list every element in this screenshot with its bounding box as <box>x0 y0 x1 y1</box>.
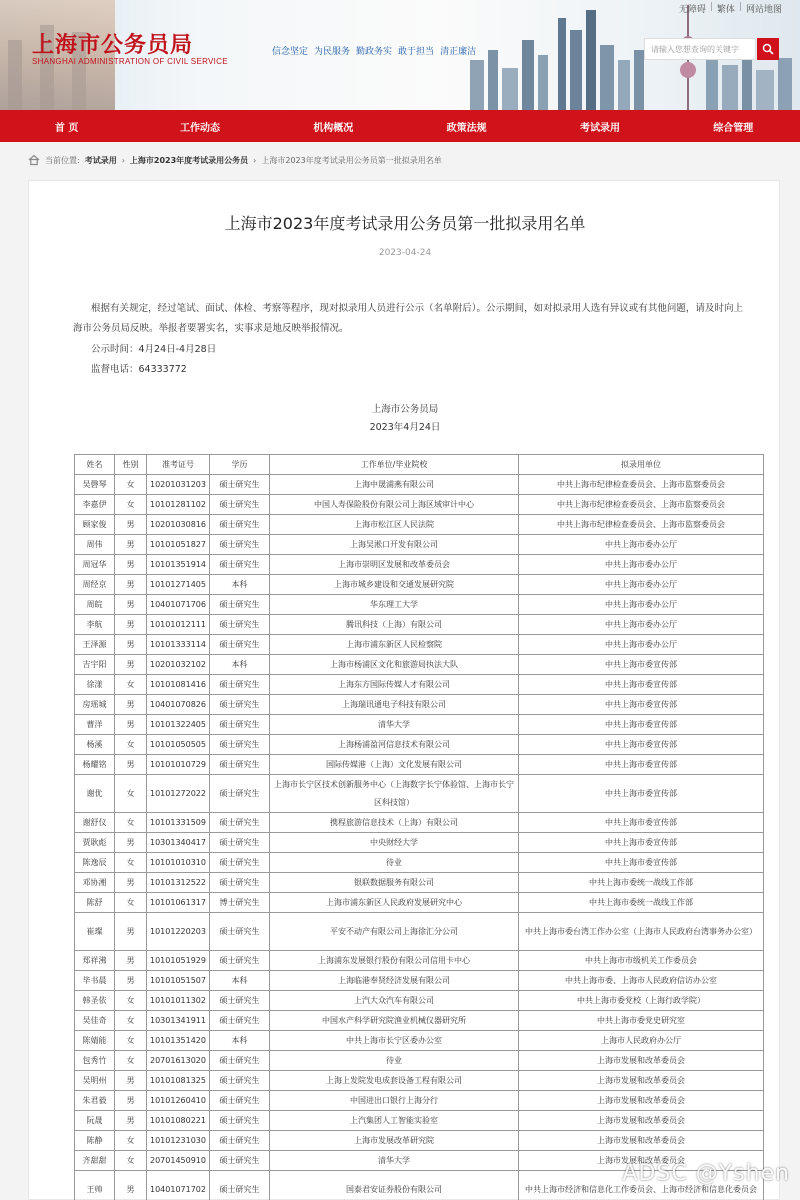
cell-unit: 中共上海市委宣传部 <box>519 775 764 813</box>
cell-ticket: 10101051929 <box>147 951 210 971</box>
cell-employer: 上海杨浦盈河信息技术有限公司 <box>270 735 519 755</box>
cell-education: 硕士研究生 <box>210 715 270 735</box>
cell-ticket: 10101322405 <box>147 715 210 735</box>
cell-ticket: 10101051827 <box>147 535 210 555</box>
cell-education: 硕士研究生 <box>210 775 270 813</box>
cell-gender: 女 <box>115 735 147 755</box>
header-gender: 性别 <box>115 455 147 475</box>
cell-education: 本科 <box>210 575 270 595</box>
cell-unit: 中共上海市委宣传部 <box>519 755 764 775</box>
cell-gender: 男 <box>115 1171 147 1200</box>
cell-unit: 中共上海市委宣传部 <box>519 655 764 675</box>
cell-education: 本科 <box>210 1031 270 1051</box>
cell-unit: 中共上海市委宣传部 <box>519 695 764 715</box>
header-name: 姓名 <box>75 455 115 475</box>
cell-employer: 清华大学 <box>270 1151 519 1171</box>
cell-employer: 国际传媒港（上海）文化发展有限公司 <box>270 755 519 775</box>
cell-employer: 上海中晟浦燕有限公司 <box>270 475 519 495</box>
cell-education: 硕士研究生 <box>210 813 270 833</box>
cell-education: 硕士研究生 <box>210 535 270 555</box>
table-row <box>75 775 764 813</box>
cell-unit: 中共上海市委办公厅 <box>519 575 764 595</box>
cell-education: 硕士研究生 <box>210 1071 270 1091</box>
cell-unit: 上海市发展和改革委员会 <box>519 1091 764 1111</box>
cell-ticket: 10101351914 <box>147 555 210 575</box>
site-logo[interactable]: 上海市公务员局 <box>32 32 194 58</box>
cell-ticket: 10101011302 <box>147 991 210 1011</box>
cell-gender: 男 <box>115 615 147 635</box>
table-row <box>75 1051 764 1071</box>
announcement-period: 公示时间：4月24日-4月28日 <box>91 344 217 355</box>
cell-unit: 中共上海市纪律检查委员会、上海市监察委员会 <box>519 515 764 535</box>
slogan: 敢于担当 <box>398 47 435 57</box>
cell-ticket: 10101061317 <box>147 893 210 913</box>
cell-ticket: 10101331509 <box>147 813 210 833</box>
table-row <box>75 1031 764 1051</box>
cell-name: 周皖 <box>75 595 115 615</box>
cell-unit: 中共上海市委宣传部 <box>519 675 764 695</box>
cell-gender: 男 <box>115 695 147 715</box>
cell-gender: 男 <box>115 655 147 675</box>
cell-employer: 中央财经大学 <box>270 833 519 853</box>
article-date: 2023-04-24 <box>378 248 432 258</box>
cell-unit: 中共上海市委办公厅 <box>519 555 764 575</box>
cell-name: 阮晟 <box>75 1111 115 1131</box>
cell-ticket: 10101010729 <box>147 755 210 775</box>
cell-unit: 中共上海市委、上海市人民政府信访办公室 <box>519 971 764 991</box>
cell-name: 毕书晨 <box>75 971 115 991</box>
cell-name: 包秀竹 <box>75 1051 115 1071</box>
slogan: 清正廉洁 <box>440 47 477 57</box>
cell-ticket: 10301341911 <box>147 1011 210 1031</box>
breadcrumb-prefix: 当前位置: <box>45 155 80 165</box>
cell-gender: 男 <box>115 635 147 655</box>
cell-ticket: 10101231030 <box>147 1131 210 1151</box>
cell-gender: 女 <box>115 1051 147 1071</box>
candidate-table <box>74 454 764 1200</box>
cell-education: 硕士研究生 <box>210 735 270 755</box>
cell-education: 本科 <box>210 655 270 675</box>
breadcrumb <box>28 154 442 166</box>
cell-education: 硕士研究生 <box>210 475 270 495</box>
cell-unit: 中共上海市委宣传部 <box>519 735 764 755</box>
table-row <box>75 951 764 971</box>
cell-name: 王泽源 <box>75 635 115 655</box>
cell-education: 硕士研究生 <box>210 615 270 635</box>
cell-ticket: 10101081325 <box>147 1071 210 1091</box>
cell-ticket: 10401071706 <box>147 595 210 615</box>
cell-ticket: 10101050505 <box>147 735 210 755</box>
cell-education: 硕士研究生 <box>210 515 270 535</box>
slogan: 勤政务实 <box>356 47 393 57</box>
cell-gender: 男 <box>115 873 147 893</box>
article-title: 上海市2023年度考试录用公务员第一批拟录用名单 <box>224 214 586 233</box>
article-card <box>28 180 780 1200</box>
cell-name: 李航 <box>75 615 115 635</box>
cell-education: 硕士研究生 <box>210 1111 270 1131</box>
cell-education: 硕士研究生 <box>210 1171 270 1200</box>
cell-ticket: 10101012111 <box>147 615 210 635</box>
cell-ticket: 10101010310 <box>147 853 210 873</box>
cell-employer: 上海市松江区人民法院 <box>270 515 519 535</box>
cell-employer: 国泰君安证券股份有限公司 <box>270 1171 519 1200</box>
cell-education: 硕士研究生 <box>210 555 270 575</box>
cell-employer: 中国人寿保险股份有限公司上海区域审计中心 <box>270 495 519 515</box>
cell-ticket: 10401070826 <box>147 695 210 715</box>
table-row <box>75 755 764 775</box>
cell-education: 硕士研究生 <box>210 695 270 715</box>
table-row <box>75 1131 764 1151</box>
article-body: 根据有关规定，经过笔试、面试、体检、考察等程序，现对拟录用人员进行公示（名单附后）。公示期间，如对拟录用人选有异议或有其他问题，请及时向上海市公务员局反映。举报者要署实名，实事求是地反映举报情况。 <box>73 303 743 334</box>
cell-employer: 腾讯科技（上海）有限公司 <box>270 615 519 635</box>
header-employer: 工作单位/毕业院校 <box>270 455 519 475</box>
cell-gender: 女 <box>115 1151 147 1171</box>
cell-ticket: 20701613020 <box>147 1051 210 1071</box>
cell-name: 朱君毅 <box>75 1091 115 1111</box>
cell-education: 硕士研究生 <box>210 1151 270 1171</box>
cell-gender: 男 <box>115 575 147 595</box>
table-header-row <box>75 455 764 475</box>
cell-unit: 中共上海市委台湾工作办公室（上海市人民政府台湾事务办公室） <box>519 913 764 951</box>
chevron-right-icon: › <box>121 155 125 165</box>
cell-education: 硕士研究生 <box>210 1011 270 1031</box>
header-ticket-number: 准考证号 <box>147 455 210 475</box>
cell-gender: 女 <box>115 1131 147 1151</box>
cell-gender: 男 <box>115 515 147 535</box>
table-row <box>75 991 764 1011</box>
breadcrumb-link[interactable]: 考试录用 <box>84 155 117 165</box>
cell-unit: 中共上海市委宣传部 <box>519 813 764 833</box>
cell-gender: 男 <box>115 535 147 555</box>
table-row <box>75 555 764 575</box>
cell-ticket: 10201031203 <box>147 475 210 495</box>
cell-unit: 中共上海市委宣传部 <box>519 853 764 873</box>
cell-employer: 华东理工大学 <box>270 595 519 615</box>
cell-ticket: 10101081416 <box>147 675 210 695</box>
cell-unit: 中共上海市经济和信息化工作委员会、上海市经济和信息化委员会 <box>519 1171 764 1200</box>
table-row <box>75 893 764 913</box>
cell-unit: 中共上海市委宣传部 <box>519 715 764 735</box>
cell-unit: 中共上海市委党史研究室 <box>519 1011 764 1031</box>
table-row <box>75 595 764 615</box>
header-hiring-unit: 拟录用单位 <box>519 455 764 475</box>
nav-home[interactable]: 首 页 <box>54 122 79 134</box>
cell-name: 周伟 <box>75 535 115 555</box>
cell-education: 硕士研究生 <box>210 1051 270 1071</box>
cell-ticket: 20701450910 <box>147 1151 210 1171</box>
cell-gender: 男 <box>115 555 147 575</box>
breadcrumb-link[interactable]: 上海市2023年度考试录用公务员 <box>129 155 249 165</box>
cell-name: 郑祥沸 <box>75 951 115 971</box>
cell-unit: 中共上海市委统一战线工作部 <box>519 873 764 893</box>
cell-unit: 中共上海市委办公厅 <box>519 615 764 635</box>
header-education: 学历 <box>210 455 270 475</box>
cell-unit: 中共上海市纪律检查委员会、上海市监察委员会 <box>519 495 764 515</box>
cell-ticket: 10101080221 <box>147 1111 210 1131</box>
table-row <box>75 971 764 991</box>
cell-unit: 中共上海市委统一战线工作部 <box>519 893 764 913</box>
table-row <box>75 1091 764 1111</box>
cell-name: 曹洋 <box>75 715 115 735</box>
cell-gender: 男 <box>115 971 147 991</box>
cell-gender: 女 <box>115 1031 147 1051</box>
cell-gender: 女 <box>115 775 147 813</box>
cell-gender: 女 <box>115 893 147 913</box>
cell-name: 王帅 <box>75 1171 115 1200</box>
cell-education: 硕士研究生 <box>210 913 270 951</box>
cell-employer: 携程旅游信息技术（上海）有限公司 <box>270 813 519 833</box>
cell-education: 硕士研究生 <box>210 595 270 615</box>
cell-employer: 上海吴淞口开发有限公司 <box>270 535 519 555</box>
cell-unit: 上海市发展和改革委员会 <box>519 1051 764 1071</box>
sitemap-link[interactable]: 网站地图 <box>745 5 782 15</box>
table-row <box>75 535 764 555</box>
cell-education: 硕士研究生 <box>210 1131 270 1151</box>
cell-gender: 男 <box>115 1071 147 1091</box>
cell-gender: 女 <box>115 475 147 495</box>
cell-gender: 女 <box>115 495 147 515</box>
cell-employer: 上海瑞讯通电子科技有限公司 <box>270 695 519 715</box>
table-row <box>75 655 764 675</box>
search-input[interactable]: 请输入您想查询的关键字 <box>644 38 756 60</box>
table-row <box>75 913 764 951</box>
cell-name: 顾家俊 <box>75 515 115 535</box>
supervision-phone: 监督电话：64333772 <box>91 364 187 375</box>
cell-ticket: 10101272022 <box>147 775 210 813</box>
cell-employer: 中共上海市长宁区委办公室 <box>270 1031 519 1051</box>
cell-ticket: 10101271405 <box>147 575 210 595</box>
cell-unit: 上海市发展和改革委员会 <box>519 1131 764 1151</box>
cell-education: 硕士研究生 <box>210 833 270 853</box>
slogan: 信念坚定 <box>272 47 309 57</box>
traditional-chinese-link[interactable]: 繁体 <box>716 5 735 15</box>
cell-education: 硕士研究生 <box>210 495 270 515</box>
cell-unit: 中共上海市委办公厅 <box>519 535 764 555</box>
cell-employer: 上海市杨浦区文化和旅游局执法大队 <box>270 655 519 675</box>
cell-name: 吴磬琴 <box>75 475 115 495</box>
cell-ticket: 10101333114 <box>147 635 210 655</box>
cell-gender: 男 <box>115 833 147 853</box>
cell-employer: 上海市发展改革研究院 <box>270 1131 519 1151</box>
table-row <box>75 1111 764 1131</box>
cell-name: 李嘉伊 <box>75 495 115 515</box>
nav-organization[interactable]: 机构概况 <box>313 122 354 134</box>
nav-policy[interactable]: 政策法规 <box>446 122 487 134</box>
cell-unit: 上海市发展和改革委员会 <box>519 1111 764 1131</box>
table-row <box>75 715 764 735</box>
cell-name: 贾耿彪 <box>75 833 115 853</box>
accessibility-link[interactable]: 无障碍 <box>678 5 706 15</box>
cell-name: 韩圣依 <box>75 991 115 1011</box>
cell-unit: 上海市发展和改革委员会 <box>519 1151 764 1171</box>
cell-education: 博士研究生 <box>210 893 270 913</box>
cell-employer: 上海市浦东新区人民检察院 <box>270 635 519 655</box>
cell-gender: 男 <box>115 913 147 951</box>
cell-gender: 女 <box>115 813 147 833</box>
cell-ticket: 10101312522 <box>147 873 210 893</box>
cell-name: 邓协湘 <box>75 873 115 893</box>
cell-unit: 中共上海市委宣传部 <box>519 833 764 853</box>
site-banner <box>0 0 800 110</box>
table-row <box>75 813 764 833</box>
cell-employer: 上海市崇明区发展和改革委员会 <box>270 555 519 575</box>
breadcrumb-current: 上海市2023年度考试录用公务员第一批拟录用名单 <box>261 155 442 165</box>
cell-education: 硕士研究生 <box>210 951 270 971</box>
cell-ticket: 10101051507 <box>147 971 210 991</box>
cell-gender: 女 <box>115 1011 147 1031</box>
cell-gender: 男 <box>115 755 147 775</box>
nav-exam-recruitment[interactable]: 考试录用 <box>579 122 620 134</box>
cell-name: 吉宇阳 <box>75 655 115 675</box>
cell-employer: 上海上发院发电成套设备工程有限公司 <box>270 1071 519 1091</box>
table-row <box>75 833 764 853</box>
cell-gender: 男 <box>115 1091 147 1111</box>
cell-unit: 中共上海市委办公厅 <box>519 635 764 655</box>
cell-gender: 男 <box>115 715 147 735</box>
cell-name: 谢舒仪 <box>75 813 115 833</box>
cell-employer: 上海市长宁区技术创新服务中心（上海数字长宁体验馆、上海市长宁区科技馆） <box>270 775 519 813</box>
cell-gender: 男 <box>115 951 147 971</box>
cell-employer: 上海市浦东新区人民政府发展研究中心 <box>270 893 519 913</box>
cell-employer: 上海临港奉贤经济发展有限公司 <box>270 971 519 991</box>
table-row <box>75 635 764 655</box>
cell-unit: 上海市发展和改革委员会 <box>519 1071 764 1091</box>
cell-employer: 上海市城乡建设和交通发展研究院 <box>270 575 519 595</box>
home-icon <box>28 154 40 166</box>
watermark: ADSC @Yshen <box>622 1161 790 1186</box>
cell-education: 硕士研究生 <box>210 1091 270 1111</box>
cell-gender: 女 <box>115 853 147 873</box>
cell-name: 周经京 <box>75 575 115 595</box>
nav-news[interactable]: 工作动态 <box>179 122 220 134</box>
chevron-right-icon: › <box>253 155 257 165</box>
cell-ticket: 10201032102 <box>147 655 210 675</box>
table-row <box>75 1011 764 1031</box>
cell-name: 吴明州 <box>75 1071 115 1091</box>
cell-gender: 男 <box>115 595 147 615</box>
cell-education: 本科 <box>210 971 270 991</box>
cell-name: 周冠华 <box>75 555 115 575</box>
table-row <box>75 735 764 755</box>
cell-name: 齐甜甜 <box>75 1151 115 1171</box>
table-row <box>75 1071 764 1091</box>
cell-education: 硕士研究生 <box>210 675 270 695</box>
table-row <box>75 495 764 515</box>
cell-unit: 中共上海市委办公厅 <box>519 595 764 615</box>
table-row <box>75 615 764 635</box>
cell-ticket: 10401071702 <box>147 1171 210 1200</box>
sign-date: 2023年4月24日 <box>369 422 441 433</box>
cell-gender: 女 <box>115 675 147 695</box>
cell-unit: 上海市人民政府办公厅 <box>519 1031 764 1051</box>
cell-ticket: 10101281102 <box>147 495 210 515</box>
cell-employer: 上海浦东发展银行股份有限公司信用卡中心 <box>270 951 519 971</box>
cell-education: 硕士研究生 <box>210 873 270 893</box>
cell-name: 房瑶城 <box>75 695 115 715</box>
cell-employer: 上汽集团人工智能实验室 <box>270 1111 519 1131</box>
cell-education: 硕士研究生 <box>210 991 270 1011</box>
cell-name: 陈逸辰 <box>75 853 115 873</box>
cell-name: 杨耀铭 <box>75 755 115 775</box>
cell-name: 崔璨 <box>75 913 115 951</box>
cell-name: 陈婧能 <box>75 1031 115 1051</box>
slogan-list <box>272 44 476 57</box>
signer: 上海市公务员局 <box>371 404 439 415</box>
table-row <box>75 695 764 715</box>
cell-employer: 上海东方国际传媒人才有限公司 <box>270 675 519 695</box>
main-nav <box>0 110 800 142</box>
table-row <box>75 475 764 495</box>
cell-employer: 清华大学 <box>270 715 519 735</box>
site-logo-english: SHANGHAI ADMINISTRATION OF CIVIL SERVICE <box>32 57 228 66</box>
top-links: 无障碍 | 繁体 | 网站地图 <box>678 2 782 15</box>
cell-education: 硕士研究生 <box>210 755 270 775</box>
cell-name: 杨溪 <box>75 735 115 755</box>
cell-employer: 平安不动产有限公司上海徐汇分公司 <box>270 913 519 951</box>
cell-ticket: 10301340417 <box>147 833 210 853</box>
cell-name: 谢优 <box>75 775 115 813</box>
cell-name: 徐漾 <box>75 675 115 695</box>
cell-unit: 中共上海市市级机关工作委员会 <box>519 951 764 971</box>
cell-employer: 中国进出口银行上海分行 <box>270 1091 519 1111</box>
cell-employer: 上汽大众汽车有限公司 <box>270 991 519 1011</box>
cell-employer: 待业 <box>270 1051 519 1071</box>
cell-employer: 待业 <box>270 853 519 873</box>
cell-ticket: 10101260410 <box>147 1091 210 1111</box>
search-button[interactable] <box>757 38 779 60</box>
search-icon <box>762 43 774 55</box>
cell-name: 吴佳奇 <box>75 1011 115 1031</box>
table-row <box>75 853 764 873</box>
cell-unit: 中共上海市纪律检查委员会、上海市监察委员会 <box>519 475 764 495</box>
cell-ticket: 10201030816 <box>147 515 210 535</box>
cell-education: 硕士研究生 <box>210 635 270 655</box>
nav-management[interactable]: 综合管理 <box>713 122 754 134</box>
table-row <box>75 675 764 695</box>
slogan: 为民服务 <box>314 47 351 57</box>
cell-name: 陈舒 <box>75 893 115 913</box>
table-row <box>75 515 764 535</box>
cell-ticket: 10101220203 <box>147 913 210 951</box>
cell-employer: 银联数据服务有限公司 <box>270 873 519 893</box>
cell-unit: 中共上海市委党校（上海行政学院） <box>519 991 764 1011</box>
cell-gender: 男 <box>115 1111 147 1131</box>
cell-employer: 中国水产科学研究院渔业机械仪器研究所 <box>270 1011 519 1031</box>
cell-ticket: 10101351420 <box>147 1031 210 1051</box>
cell-name: 陈静 <box>75 1131 115 1151</box>
cell-education: 硕士研究生 <box>210 853 270 873</box>
table-row <box>75 873 764 893</box>
cell-gender: 女 <box>115 991 147 1011</box>
table-row <box>75 575 764 595</box>
